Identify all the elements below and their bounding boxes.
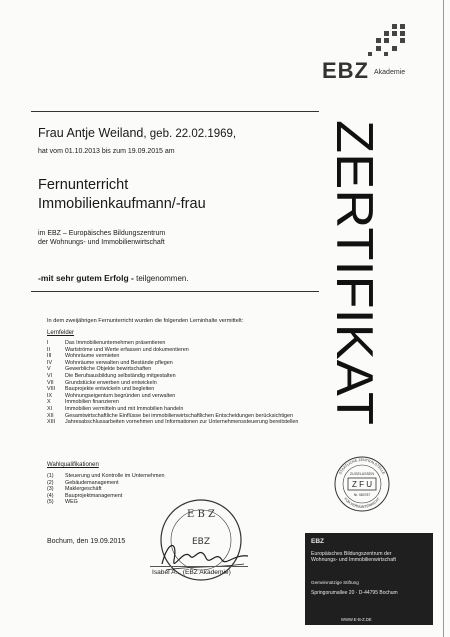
- institution-text: [38, 229, 165, 247]
- list-item-text: Gewerbliche Objekte bewirtschaften: [65, 366, 152, 373]
- list-item-text: Bauprojekte entwickeln und begleiten: [65, 386, 155, 393]
- list-item: [47, 406, 305, 413]
- list-item: [47, 399, 305, 406]
- footer-org: [311, 551, 431, 564]
- list-item-number: VII: [47, 379, 54, 386]
- list-item-text: Immobilien finanzieren: [65, 399, 119, 406]
- list-item-number: V: [47, 366, 51, 373]
- list-item-number: VIII: [47, 386, 56, 393]
- list-item-number: (2): [47, 479, 54, 486]
- footer-line-1: Europäisches Bildungszentrum der: [311, 551, 392, 557]
- course-title: [38, 176, 206, 214]
- list-item: [47, 380, 305, 387]
- logo-subtitle: Akademie: [374, 69, 406, 76]
- list-item: [47, 366, 305, 373]
- duration-text: hat vom 01.10.2013 bis zum 19.09.2015 am: [38, 148, 175, 155]
- seal-ring-bottom: FÜR FERNUNTERRICHT: [343, 496, 381, 510]
- footer-line-3: Gemeinnützige Stiftung: [311, 580, 359, 585]
- seal-center-text: Z F U: [352, 480, 372, 489]
- list-item-number: IV: [47, 359, 53, 366]
- list-item-text: Wohnungseigentum begründen und verwalten: [65, 392, 176, 399]
- list-item-text: Bauprojektmanagement: [65, 492, 123, 499]
- list-item: [47, 480, 305, 487]
- result-suffix: teilgenommen.: [133, 274, 189, 283]
- list-item-text: Das Immobilienunternehmen präsentieren: [65, 340, 166, 346]
- stamp-center-text: EBZ: [191, 537, 211, 547]
- list-item-number: VI: [47, 372, 53, 379]
- list-item: [47, 473, 305, 480]
- result-grade: -mit sehr gutem Erfolg -: [38, 273, 134, 283]
- list-item: [47, 353, 305, 360]
- list-item-text: Immobilien vermitteln und mit Immobilien handeln: [65, 405, 184, 412]
- footer-address: Springorumallee 20 · D-44795 Bochum: [311, 590, 398, 596]
- list-item-number: (5): [47, 499, 54, 506]
- recipient-line: [38, 126, 236, 140]
- list-item-number: XIII: [47, 419, 56, 426]
- wahlqualifikationen-title: Wahlqualifikationen: [47, 462, 99, 468]
- place-date: Bochum, den 19.09.2015: [47, 538, 126, 545]
- list-item-number: (1): [47, 473, 54, 479]
- institution-line-1: im EBZ – Europäisches Bildungszentrum: [38, 230, 166, 237]
- footer-web: WWW.E-B-Z.DE: [341, 617, 372, 622]
- list-item-text: Wohnräume verwalten und Bestände pflegen: [65, 359, 173, 366]
- list-item-text: Steuerung und Kontrolle im Unternehmen: [65, 473, 165, 479]
- page-edge-line: [443, 0, 444, 637]
- list-item-text: Maklergeschäft: [65, 486, 102, 493]
- list-item: [47, 360, 305, 367]
- list-item-number: XII: [47, 412, 54, 419]
- stamp-top-text: E B Z: [187, 509, 215, 520]
- certificate-heading: [323, 120, 393, 430]
- list-item-text: Gebäudemanagement: [65, 479, 119, 486]
- list-item-number: X: [47, 399, 51, 406]
- list-item-number: I: [47, 340, 49, 346]
- middle-divider: [31, 291, 319, 292]
- recipient-birth: , geb. 22.02.1969,: [143, 128, 237, 140]
- intro-text: In dem zweijährigen Fernunterricht wurden die folgenden Lerninhalte vermittelt:: [47, 318, 244, 324]
- list-item: [47, 340, 305, 347]
- footer-line-2: Wohnungs- und Immobilienwirtschaft: [311, 557, 396, 564]
- footer-box: [305, 533, 433, 625]
- list-item: [47, 413, 305, 420]
- list-item-number: (3): [47, 486, 54, 493]
- list-item-text: WEG: [65, 499, 78, 506]
- course-line-2: Immobilienkaufmann/-frau: [38, 196, 206, 212]
- list-item-text: Grundstücke erwerben und entwickeln: [65, 379, 157, 386]
- signer-name: Isabel A... (EBZ Akademie): [152, 569, 231, 576]
- zfu-seal: [333, 455, 391, 513]
- ebz-logo: [322, 22, 412, 82]
- lernfelder-title: Lernfelder: [47, 330, 75, 336]
- list-item-number: (4): [47, 492, 54, 499]
- list-item: [47, 393, 305, 400]
- certificate-heading-text: ZERTIFIKAT: [325, 120, 383, 413]
- seal-nr-text: Nr. 580787: [353, 493, 371, 497]
- institution-line-2: der Wohnungs- und Immobilienwirtschaft: [38, 239, 165, 246]
- list-item-number: III: [47, 353, 52, 360]
- list-item-text: Die Berufsausbildung selbständig mitgestalten: [65, 372, 176, 379]
- list-item: [47, 386, 305, 393]
- list-item-number: IX: [47, 392, 53, 399]
- lernfelder-list: [47, 340, 305, 426]
- list-item-text: Jahresabschlussarbeiten vornehmen und Informationen zur Unternehmenssteuerung bereitstellen: [65, 419, 299, 426]
- seal-ring-top: STAATLICHE ZENTRALSTELLE: [338, 457, 386, 476]
- recipient-name: Frau Antje Weiland: [38, 126, 144, 140]
- logo-brand: EBZ: [322, 58, 369, 83]
- list-item-text: Wartströme und Werte erfassen und dokumentieren: [65, 346, 189, 353]
- list-item: [47, 486, 305, 493]
- list-item-text: Gesamtwirtschaftliche Einflüsse bei immobilienwirtschaftlichen Entscheidungen berücksichtigen: [65, 412, 294, 419]
- list-item: [47, 373, 305, 380]
- course-line-1: Fernunterricht: [38, 177, 129, 193]
- list-item: [47, 347, 305, 354]
- footer-title: EBZ: [311, 538, 324, 545]
- list-item: [47, 419, 305, 426]
- result-text: [38, 273, 189, 283]
- seal-zugelassen-text: ZUGELASSEN: [349, 472, 375, 476]
- list-item-text: Wohnräume vermieten: [65, 353, 120, 360]
- list-item-number: XI: [47, 405, 53, 412]
- cubes-logo-icon: [362, 22, 412, 62]
- signature-line: [150, 566, 248, 567]
- list-item-number: II: [47, 346, 50, 353]
- top-divider: [31, 111, 319, 112]
